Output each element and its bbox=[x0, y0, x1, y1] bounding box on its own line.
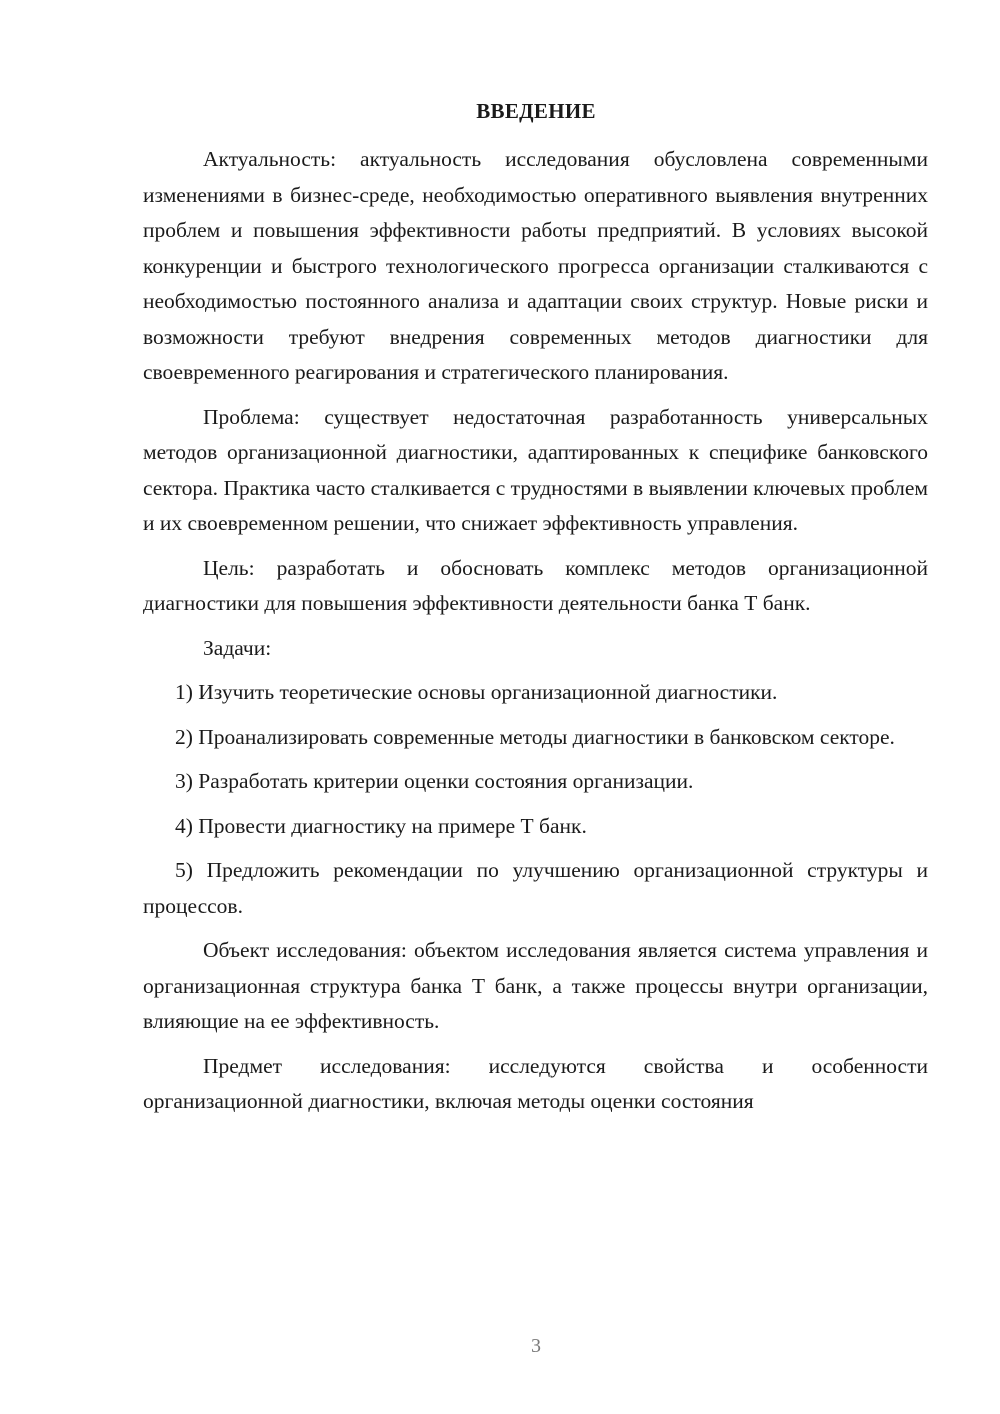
paragraph-problem: Проблема: существует недостаточная разработанность универсальных методов организационной диагностики, адаптированных к специфике банковского сектора. Практика часто сталкивается с трудностями в выявлении ключевых проблем и их своевременном решении, что снижает эффективность управления. bbox=[143, 404, 928, 535]
paragraph-relevance: Актуальность: актуальность исследования обусловлена современными изменениями в бизнес-среде, необходимостью оперативного выявления внутренних проблем и повышения эффективности работы предприятий. В условиях высокой конкуренции и быстрого технологического прогресса организации сталкиваются с необходимостью постоянного анализа и адаптации своих структур. Новые риски и возможности требуют внедрения современных методов диагностики для своевременного реагирования и стратегического планирования. bbox=[143, 147, 928, 384]
task-item-1: 1) Изучить теоретические основы организационной диагностики. bbox=[175, 680, 778, 704]
task-item-3: 3) Разработать критерии оценки состояния организации. bbox=[175, 769, 694, 793]
task-item-2: 2) Проанализировать современные методы диагностики в банковском секторе. bbox=[175, 724, 895, 749]
paragraph-tasks-heading: Задачи: bbox=[203, 635, 272, 660]
task-item-5: 5) Предложить рекомендации по улучшению организационной структуры и процессов. bbox=[143, 858, 928, 918]
task-item-4: 4) Провести диагностику на примере Т банк. bbox=[175, 813, 587, 838]
paragraph-goal: Цель: разработать и обосновать комплекс методов организационной диагностики для повышения эффективности деятельности банка Т банк. bbox=[143, 555, 928, 615]
section-title: ВВЕДЕНИЕ bbox=[476, 99, 596, 123]
paragraph-subject: Предмет исследования: исследуются свойства и особенности организационной диагностики, включая методы оценки состояния bbox=[143, 1053, 928, 1113]
paragraph-object: Объект исследования: объектом исследования является система управления и организационная структура банка Т банк, а также процессы внутри организации, влияющие на ее эффективность. bbox=[143, 938, 928, 1033]
page-number: 3 bbox=[531, 1335, 541, 1357]
body-text bbox=[143, 142, 928, 1120]
